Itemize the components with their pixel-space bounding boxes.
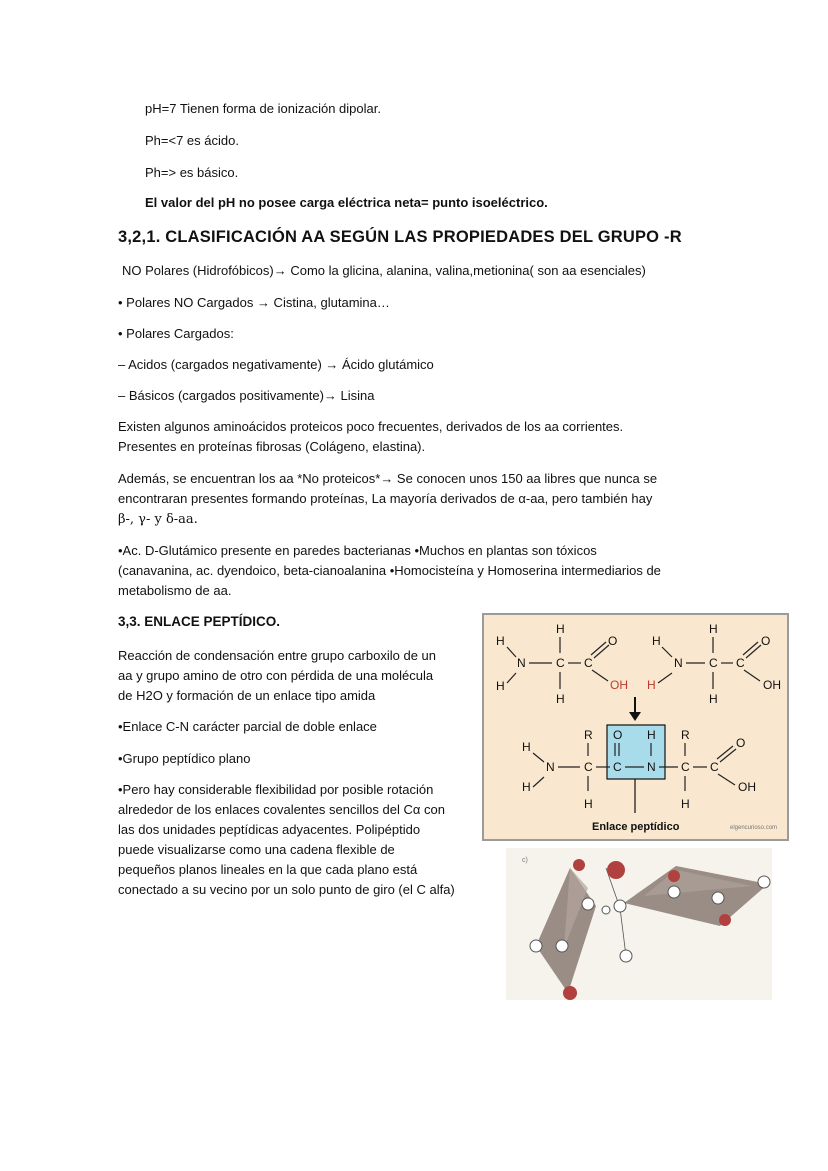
svg-text:H: H [652, 634, 661, 648]
para3-line3: metabolismo de aa. [118, 583, 232, 598]
svg-text:N: N [517, 656, 526, 670]
svg-text:N: N [647, 760, 656, 774]
svg-text:C: C [584, 760, 593, 774]
s33-bullet3-line2: alrededor de los enlaces covalentes sencillos del Cα con [118, 802, 445, 817]
nonpolar-line: NO Polares (Hidrofóbicos)→ Como la glicina, alanina, valina,metionina( son aa esenciales) [122, 263, 646, 278]
svg-text:R: R [584, 728, 593, 742]
basics-line: – Básicos (cargados positivamente)→ Lisina [118, 388, 375, 403]
para2-line1: Además, se encuentran los aa *No proteicos*→ Se conocen unos 150 aa libres que nunca se [118, 471, 658, 486]
s33-bullet3-line5: pequeños planos lineales en la que cada plano está [118, 862, 418, 877]
para3-line2: (canavanina, ac. dyendoico, beta-cianoalanina •Homocisteína y Homoserina intermediarios de [118, 563, 661, 578]
section-321-heading: 3,2,1. CLASIFICACIÓN AA SEGÚN LAS PROPIEDADES DEL GRUPO -R [118, 228, 682, 246]
svg-text:O: O [736, 736, 746, 750]
section-33-heading: 3,3. ENLACE PEPTÍDICO. [118, 614, 281, 629]
down-arrow-icon [629, 697, 641, 721]
ph7-line: pH=7 Tienen forma de ionización dipolar. [145, 101, 381, 116]
svg-text:H: H [496, 679, 505, 693]
s33-p1-line1: Reacción de condensación entre grupo carboxilo de un [118, 648, 436, 663]
para1-line1: Existen algunos aminoácidos proteicos poco frecuentes, derivados de los aa corrientes. [118, 419, 624, 434]
para2-line3: β-, γ- y δ-aa. [118, 512, 198, 527]
svg-text:C: C [710, 760, 719, 774]
svg-text:H: H [584, 797, 593, 811]
svg-text:R: R [681, 728, 690, 742]
svg-text:H: H [522, 740, 531, 754]
svg-text:O: O [613, 728, 623, 742]
s33-p1-line3: de H2O y formación de un enlace tipo amida [118, 688, 376, 703]
svg-text:OH: OH [763, 678, 781, 692]
ph-basic-line: Ph=> es básico. [145, 165, 239, 180]
polar-uncharged-line: • Polares NO Cargados → Cistina, glutamina… [118, 295, 390, 310]
diagram-credit: elgencurioso.com [730, 825, 778, 831]
s33-p1-line2: aa y grupo amino de otro con pérdida de una molécula [118, 668, 434, 683]
peptide-bond-diagram [482, 613, 789, 841]
polar-charged-line: • Polares Cargados: [118, 326, 234, 341]
svg-text:H: H [647, 728, 656, 742]
s33-bullet3-line6: conectado a su vecino por un solo punto de giro (el C alfa) [118, 882, 455, 897]
diagram-caption: Enlace peptídico [592, 821, 680, 833]
ph-acid-line: Ph=<7 es ácido. [145, 133, 239, 148]
svg-text:O: O [761, 634, 771, 648]
s33-bullet2: •Grupo peptídico plano [118, 751, 251, 766]
svg-text:C: C [736, 656, 745, 670]
svg-text:H: H [681, 797, 690, 811]
acids-line: – Acidos (cargados negativamente) → Ácido glutámico [118, 357, 434, 372]
para1-line2: Presentes en proteínas fibrosas (Colágeno, elastina). [118, 439, 426, 454]
peptide-planes-diagram [506, 848, 772, 1000]
peptide-planes-svg [506, 848, 772, 1000]
s33-bullet3-line3: las dos unidades peptídicas adyacentes. Polipéptido [118, 822, 421, 837]
para2-line2: encontraran presentes formando proteínas, La mayoría derivados de α-aa, pero también hay [118, 491, 653, 506]
svg-text:N: N [674, 656, 683, 670]
svg-text:N: N [546, 760, 555, 774]
s33-bullet1: •Enlace C-N carácter parcial de doble enlace [118, 719, 377, 734]
svg-text:C: C [584, 656, 593, 670]
para3-line1: •Ac. D-Glutámico presente en paredes bacterianas •Muchos en plantas son tóxicos [118, 543, 597, 558]
svg-text:H: H [647, 678, 656, 692]
svg-text:C: C [709, 656, 718, 670]
svg-text:C: C [613, 760, 622, 774]
svg-text:H: H [709, 692, 718, 706]
svg-text:H: H [556, 692, 565, 706]
svg-text:OH: OH [738, 780, 756, 794]
svg-text:H: H [496, 634, 505, 648]
svg-text:C: C [556, 656, 565, 670]
s33-bullet3-line1: •Pero hay considerable flexibilidad por posible rotación [118, 782, 434, 797]
svg-text:H: H [556, 622, 565, 636]
svg-text:H: H [709, 622, 718, 636]
svg-text:O: O [608, 634, 618, 648]
isoelectric-line: El valor del pH no posee carga eléctrica neta= punto isoeléctrico. [145, 195, 548, 210]
svg-text:C: C [681, 760, 690, 774]
peptide-bond-svg [484, 615, 787, 839]
svg-text:OH: OH [610, 678, 628, 692]
s33-bullet3-line4: puede visualizarse como una cadena flexible de [118, 842, 395, 857]
panel-label: c) [522, 857, 528, 864]
svg-text:H: H [522, 780, 531, 794]
